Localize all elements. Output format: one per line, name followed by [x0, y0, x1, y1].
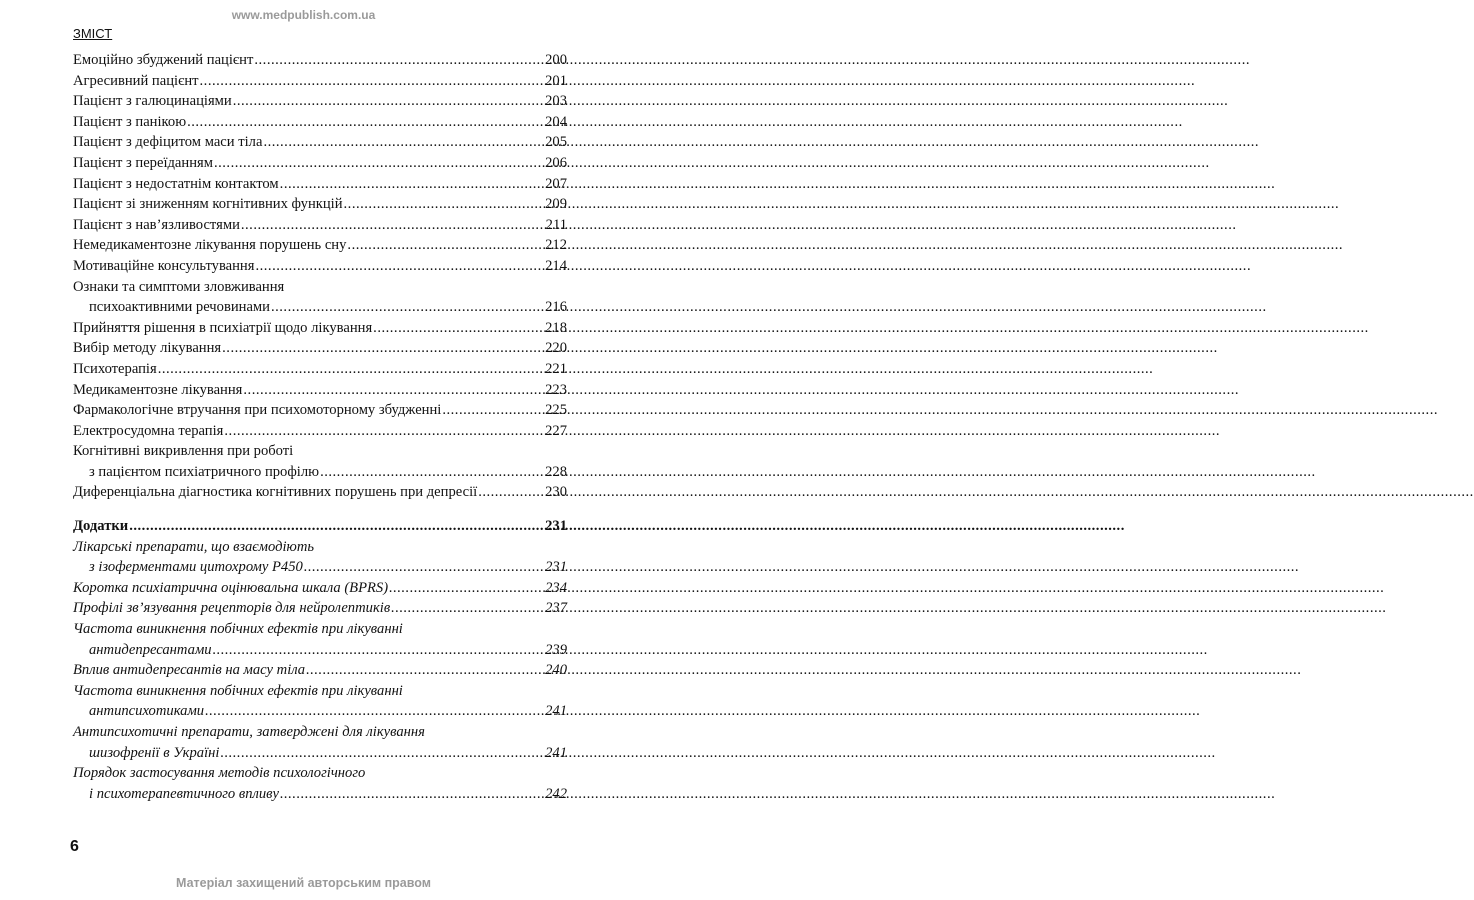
toc-entry-title-line1: Частота виникнення побічних ефектів при лікуванні	[73, 682, 403, 699]
toc-entry-title: Немедикаментозне лікування порушень сну	[73, 237, 347, 254]
toc-entry-title: Пацієнт зі зниженням когнітивних функцій	[73, 196, 343, 213]
leader-dots	[223, 421, 545, 442]
leader-dots	[303, 557, 545, 578]
leader-dots	[477, 482, 545, 503]
toc-appendix-heading[interactable]	[73, 516, 567, 537]
leader-dots	[242, 380, 545, 401]
leader-dots	[240, 215, 546, 236]
toc-entry-page: 218	[545, 319, 567, 336]
toc-entry-page: 204	[545, 113, 567, 130]
toc-entry-title: Мотиваційне консультування	[73, 257, 255, 274]
section-gap	[73, 503, 567, 516]
toc-entry-title: Пацієнт з нав’язливостями	[73, 216, 240, 233]
table-of-contents	[73, 50, 567, 804]
section-header: ЗМІСТ	[73, 26, 113, 41]
toc-entry-title: антидепресантами	[89, 641, 212, 658]
toc-entry-page: 241	[545, 744, 567, 761]
toc-entry[interactable]	[73, 194, 567, 215]
leader-dots	[319, 462, 545, 483]
toc-entry-title: психоактивними речовинами	[89, 299, 270, 316]
toc-entry-title-line1: Лікарські препарати, що взаємодіють	[73, 538, 314, 555]
toc-appendix-entry[interactable]	[73, 701, 567, 722]
leader-dots	[441, 400, 545, 421]
toc-entry-title: Профілі зв’язування рецепторів для нейролептиків	[73, 600, 391, 617]
toc-entry[interactable]	[73, 132, 567, 153]
toc-entry[interactable]	[73, 71, 567, 92]
toc-entry-title: антипсихотиками	[89, 703, 205, 720]
toc-entry-title: Пацієнт з переїданням	[73, 154, 213, 171]
leader-dots	[372, 318, 545, 339]
toc-entry[interactable]	[73, 50, 567, 71]
leader-dots	[279, 784, 545, 805]
toc-entry-page: 231	[545, 518, 567, 535]
toc-entry-title-line1: Частота виникнення побічних ефектів при лікуванні	[73, 621, 403, 638]
toc-entry-page: 242	[545, 785, 567, 802]
toc-entry-title: Фармакологічне втручання при психомоторному збудженні	[73, 402, 442, 419]
toc-entry-page: 205	[545, 134, 567, 151]
toc-entry-title: Агресивний пацієнт	[73, 72, 199, 89]
toc-entry-title: Психотерапія	[73, 360, 157, 377]
toc-entry-title: і психотерапевтичного впливу	[89, 785, 279, 802]
toc-entry-page: 239	[545, 641, 567, 658]
toc-entry[interactable]	[73, 380, 567, 401]
toc-appendix-entry[interactable]	[73, 598, 567, 619]
toc-entry-title: Прийняття рішення в психіатрії щодо лікування	[73, 319, 373, 336]
site-url-watermark: www.medpublish.com.ua	[231, 8, 376, 22]
toc-entry-page: 206	[545, 154, 567, 171]
toc-entry[interactable]	[73, 235, 567, 256]
toc-entry-page: 211	[545, 216, 567, 233]
toc-entry[interactable]	[73, 174, 567, 195]
toc-entry-page: 230	[545, 484, 567, 501]
toc-entry-title-line1: Порядок застосування методів психологічного	[73, 765, 366, 782]
toc-entry-page: 231	[545, 559, 567, 576]
toc-appendix-entry[interactable]	[73, 640, 567, 661]
leader-dots	[270, 297, 545, 318]
toc-entry-title: Медикаментозне лікування	[73, 381, 243, 398]
toc-entry-title: шизофренії в Україні	[89, 744, 220, 761]
toc-entry-page: 220	[545, 340, 567, 357]
leader-dots	[262, 132, 545, 153]
toc-entry-title-line1: Ознаки та симптоми зловживання	[73, 278, 285, 295]
leader-dots	[213, 153, 545, 174]
toc-entry-title: Емоційно збуджений пацієнт	[73, 52, 254, 68]
leader-dots	[346, 235, 545, 256]
toc-entry-title: з пацієнтом психіатричного профілю	[89, 463, 320, 480]
toc-entry[interactable]	[73, 215, 567, 236]
leader-dots	[128, 516, 545, 537]
toc-appendix-entry[interactable]	[73, 743, 567, 764]
toc-entry-title: Пацієнт з дефіцитом маси тіла	[73, 134, 263, 151]
toc-entry-page: 234	[545, 579, 567, 596]
leader-dots	[279, 174, 545, 195]
toc-entry[interactable]	[73, 359, 567, 380]
toc-entry-title: Пацієнт з панікою	[73, 113, 187, 130]
leader-dots	[204, 701, 545, 722]
toc-entry-title: Електросудомна терапія	[73, 422, 224, 439]
toc-appendix-entry[interactable]	[73, 557, 567, 578]
toc-entry[interactable]	[73, 421, 567, 442]
leader-dots	[221, 338, 545, 359]
toc-appendix-entry[interactable]	[73, 784, 567, 805]
page-number: 6	[70, 838, 79, 855]
toc-entry-page: 241	[545, 703, 567, 720]
toc-entry-title-line1: Антипсихотичні препарати, затверджені для лікування	[73, 724, 425, 740]
leader-dots	[253, 50, 545, 71]
toc-entry-page: 216	[545, 299, 567, 316]
toc-entry-page: 223	[545, 381, 567, 398]
toc-entry-page: 214	[545, 257, 567, 274]
toc-entry-page: 201	[545, 72, 567, 89]
copyright-watermark: Матеріал захищений авторським правом	[176, 876, 431, 890]
leader-dots	[219, 743, 545, 764]
toc-entry-page: 203	[545, 93, 567, 110]
toc-entry-title: Вплив антидепресантів на масу тіла	[73, 662, 306, 679]
toc-entry[interactable]	[73, 318, 567, 339]
toc-entry-page: 212	[545, 237, 567, 254]
toc-entry[interactable]	[73, 338, 567, 359]
toc-entry-title: з ізоферментами цитохрому Р450	[89, 559, 303, 576]
leader-dots	[157, 359, 545, 380]
leader-dots	[305, 660, 545, 681]
leader-dots	[199, 71, 546, 92]
toc-entry[interactable]	[73, 400, 567, 421]
leader-dots	[254, 256, 545, 277]
toc-entry-title: Додатки	[73, 518, 129, 535]
toc-entry-page: 200	[545, 52, 567, 68]
toc-entry-page: 225	[545, 402, 567, 419]
leader-dots	[388, 578, 545, 599]
toc-entry-page: 221	[545, 360, 567, 377]
toc-entry[interactable]	[73, 91, 567, 112]
toc-entry-page: 240	[545, 662, 567, 679]
toc-entry[interactable]	[73, 153, 567, 174]
toc-entry[interactable]	[73, 297, 567, 318]
toc-appendix-entry[interactable]	[73, 578, 567, 599]
toc-entry-page: 228	[545, 463, 567, 480]
leader-dots	[232, 91, 545, 112]
toc-appendix-entry[interactable]	[73, 660, 567, 681]
leader-dots	[186, 112, 545, 133]
toc-entry-page: 209	[545, 196, 567, 213]
leader-dots	[212, 640, 546, 661]
toc-entry[interactable]	[73, 462, 567, 483]
toc-entry-title: Коротка психіатрична оцінювальна шкала (BPRS)	[73, 579, 389, 596]
toc-entry-title: Диференціальна діагностика когнітивних порушень при депресії	[73, 484, 478, 501]
toc-entry-title: Пацієнт з недостатнім контактом	[73, 175, 279, 192]
leader-dots	[390, 598, 545, 619]
toc-entry-page: 227	[545, 422, 567, 439]
toc-entry-title: Вибір методу лікування	[73, 340, 222, 357]
leader-dots	[343, 194, 546, 215]
toc-entry-page: 237	[545, 600, 567, 617]
toc-entry[interactable]	[73, 482, 567, 503]
toc-entry[interactable]	[73, 112, 567, 133]
toc-entry[interactable]	[73, 256, 567, 277]
toc-entry-title: Пацієнт з галюцинаціями	[73, 93, 232, 110]
toc-entry-page: 207	[545, 175, 567, 192]
toc-entry-title-line1: Когнітивні викривлення при роботі	[73, 443, 294, 460]
